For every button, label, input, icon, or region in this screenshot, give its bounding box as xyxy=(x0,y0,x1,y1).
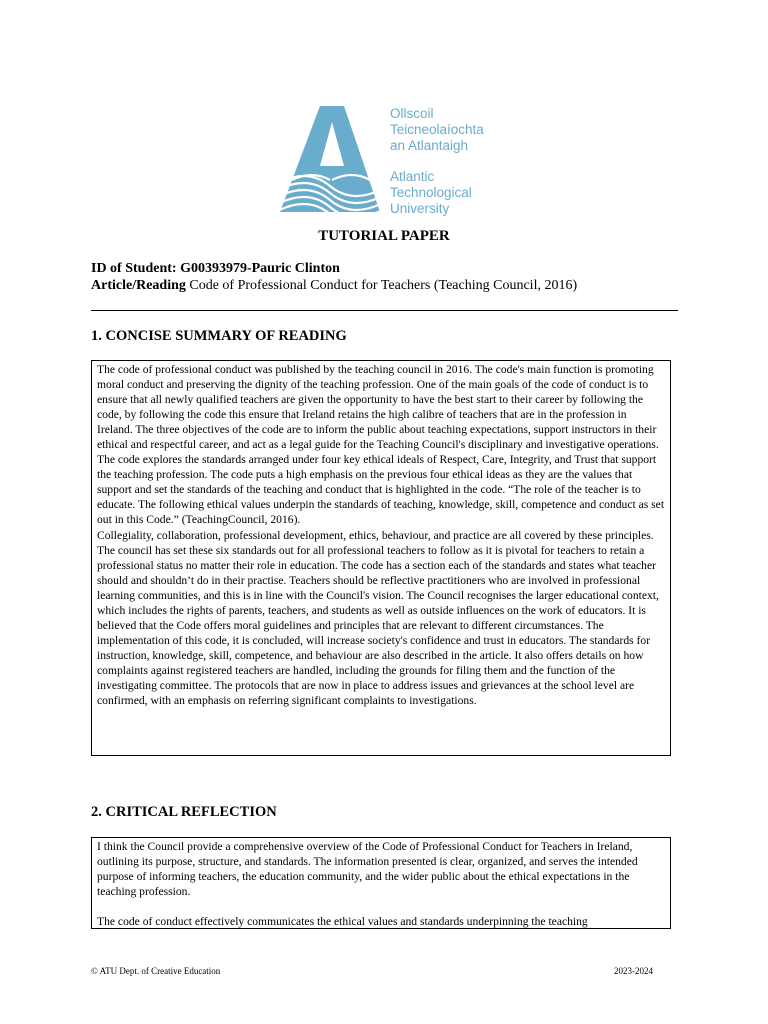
student-id-label: ID of Student: xyxy=(91,261,177,276)
divider xyxy=(91,310,678,311)
reflection-box xyxy=(91,837,671,929)
logo-irish-line: an Atlantaigh xyxy=(390,138,469,153)
paragraph-spacer xyxy=(97,899,665,914)
student-id-value: G00393979-Pauric Clinton xyxy=(180,261,340,276)
logo-english-line: University xyxy=(390,201,450,216)
document-title: TUTORIAL PAPER xyxy=(318,228,450,244)
logo-english-name xyxy=(390,169,472,217)
logo-irish-name xyxy=(390,106,484,154)
summary-paragraph: Collegiality, collaboration, professional development, ethics, behaviour, and practice are all covered by these principles. The council has set these six standards out for all professional teachers to follow as it is pivotal for teachers to retain a professional status no matter their role in education. The code has a section each of the standards and states what teacher should and shouldn’t do in their practise. Teachers should be reflective practitioners who are involved in professional learning communities, and this is in line with the Council's vision. The Council recognises the larger educational context, which includes the rights of parents, teachers, and students as well as outside influences on the work of educators. It is believed that the Code offers moral guidelines and principles that are relevant to different circumstances. The implementation of this code, it is concluded, will increase society's confidence and trust in educators. The standards for instruction, knowledge, skill, competence, and behaviour are also described in the article. It also offers details on how complaints against registered teachers are handled, including the grounds for filing them and the function of the investigating committee. The protocols that are now in place to address issues and grievances at the school level are confirmed, with an emphasis on referring significant complaints to investigations. xyxy=(97,528,659,708)
reading-line xyxy=(91,277,577,295)
logo-english-line: Atlantic xyxy=(390,169,435,184)
reflection-paragraph: The code of conduct effectively communicates the ethical values and standards underpinning the teaching xyxy=(97,915,588,929)
logo-irish-line: Ollscoil xyxy=(390,106,434,121)
footer-copyright: © ATU Dept. of Creative Education xyxy=(91,966,221,976)
summary-paragraph: The code of professional conduct was published by the teaching council in 2016. The code's main function is promoting moral conduct and preserving the dignity of the teaching profession. One of the main goals of the code of conduct is to ensure that all newly qualified teachers are given the opportunity to have the best start to their career by following the code, by following the code this ensure that Ireland retains the high calibre of teachers that are in the profession in Ireland. The three objectives of the code are to inform the public about teaching expectations, support instructors in their ethical and respectful career, and act as a legal guide for the Teaching Council's disciplinary and investigative operations. The code explores the standards arranged under four key ethical ideals of Respect, Care, Integrity, and Trust that support the teaching profession. The code puts a high emphasis on the previous four ethical ideas as they are the values that support and set the standards of the teaching and conduct that is highlighted in the code. “The role of the teacher is to educate. The following ethical values underpin the standards of teaching, knowledge, skill, competence and conduct as set out in this Code.” (TeachingCouncil, 2016). xyxy=(97,363,665,527)
section-heading-reflection: 2. CRITICAL REFLECTION xyxy=(91,804,277,820)
reading-label: Article/Reading xyxy=(91,278,186,293)
reflection-paragraph: I think the Council provide a comprehensive overview of the Code of Professional Conduct for Teachers in Ireland, outlining its purpose, structure, and standards. The information presented is clear, organized, and serves the intended purpose of informing teachers, the education community, and the wider public about the ethical expectations in the teaching profession. xyxy=(97,840,638,899)
student-id-line xyxy=(91,260,340,278)
logo-english-line: Technological xyxy=(390,185,472,200)
footer-year: 2023-2024 xyxy=(614,966,653,976)
section-heading-summary: 1. CONCISE SUMMARY OF READING xyxy=(91,328,347,344)
logo-irish-line: Teicneolaíochta xyxy=(390,122,484,137)
reading-value: Code of Professional Conduct for Teachers (Teaching Council, 2016) xyxy=(189,278,578,293)
summary-box xyxy=(91,360,671,756)
